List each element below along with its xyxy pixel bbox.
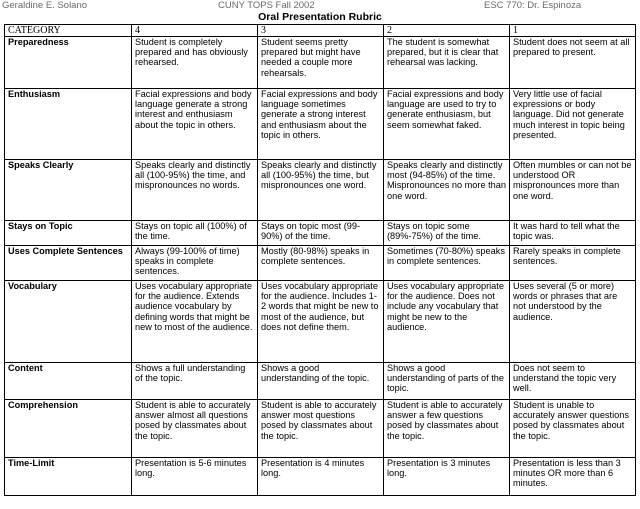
row-category: Stays on Topic <box>5 221 132 246</box>
table-cell: Sometimes (70-80%) speaks in complete sentences. <box>384 246 510 281</box>
table-cell: Presentation is 5-6 minutes long. <box>132 458 258 496</box>
table-cell: Stays on topic all (100%) of the time. <box>132 221 258 246</box>
table-cell: Shows a full understanding of the topic. <box>132 363 258 400</box>
row-category: Uses Complete Sentences <box>5 246 132 281</box>
table-row <box>5 221 636 246</box>
table-row <box>5 363 636 400</box>
class-instructor: ESC 770: Dr. Espinoza <box>484 0 582 11</box>
table-cell: Student is completely prepared and has obviously rehearsed. <box>132 37 258 89</box>
table-cell: Shows a good understanding of parts of the topic. <box>384 363 510 400</box>
column-header-category: CATEGORY <box>5 25 132 37</box>
table-cell: Stays on topic most (99-90%) of the time. <box>258 221 384 246</box>
table-cell: Student is able to accurately answer almost all questions posed by classmates about the topic. <box>132 400 258 458</box>
table-cell: Uses several (5 or more) words or phrases that are not understood by the audience. <box>510 281 636 363</box>
table-cell: Student seems pretty prepared but might have needed a couple more rehearsals. <box>258 37 384 89</box>
table-row <box>5 246 636 281</box>
table-cell: Student is able to accurately answer most questions posed by classmates about the topic. <box>258 400 384 458</box>
row-category: Vocabulary <box>5 281 132 363</box>
row-category: Content <box>5 363 132 400</box>
table-cell: Student is unable to accurately answer questions posed by classmates about the topic. <box>510 400 636 458</box>
table-cell: The student is somewhat prepared, but it is clear that rehearsal was lacking. <box>384 37 510 89</box>
table-cell: Facial expressions and body language are used to try to generate enthusiasm, but seem somewhat faked. <box>384 89 510 160</box>
row-category: Comprehension <box>5 400 132 458</box>
rubric-table <box>4 24 636 496</box>
row-category: Time-Limit <box>5 458 132 496</box>
table-cell: Very little use of facial expressions or body language. Did not generate much interest in topic being presented. <box>510 89 636 160</box>
row-category: Preparedness <box>5 37 132 89</box>
row-category: Speaks Clearly <box>5 160 132 221</box>
table-cell: Stays on topic some (89%-75%) of the time. <box>384 221 510 246</box>
column-header-score-3: 3 <box>258 25 384 37</box>
table-row <box>5 89 636 160</box>
table-cell: Uses vocabulary appropriate for the audience. Includes 1-2 words that might be new to most of the audience, but does not define them. <box>258 281 384 363</box>
table-cell: Uses vocabulary appropriate for the audience. Does not include any vocabulary that might be new to the audience. <box>384 281 510 363</box>
table-cell: Speaks clearly and distinctly most (94-85%) of the time. Mispronounces no more than one word. <box>384 160 510 221</box>
table-row <box>5 458 636 496</box>
table-cell: Student is able to accurately answer a few questions posed by classmates about the topic. <box>384 400 510 458</box>
table-cell: Does not seem to understand the topic very well. <box>510 363 636 400</box>
table-cell: It was hard to tell what the topic was. <box>510 221 636 246</box>
table-cell: Always (99-100% of time) speaks in complete sentences. <box>132 246 258 281</box>
table-cell: Speaks clearly and distinctly all (100-95%) the time, and mispronounces no words. <box>132 160 258 221</box>
table-cell: Speaks clearly and distinctly all (100-95%) the time, but mispronounces one word. <box>258 160 384 221</box>
table-cell: Mostly (80-98%) speaks in complete sentences. <box>258 246 384 281</box>
table-cell: Facial expressions and body language sometimes generate a strong interest and enthusiasm about the topic in others. <box>258 89 384 160</box>
table-cell: Presentation is 3 minutes long. <box>384 458 510 496</box>
table-row <box>5 160 636 221</box>
table-row <box>5 400 636 458</box>
column-header-score-4: 4 <box>132 25 258 37</box>
table-cell: Presentation is less than 3 minutes OR more than 6 minutes. <box>510 458 636 496</box>
author-name: Geraldine E. Solano <box>2 0 88 11</box>
column-header-score-1: 1 <box>510 25 636 37</box>
table-row <box>5 37 636 89</box>
table-cell: Facial expressions and body language generate a strong interest and enthusiasm about the topic in others. <box>132 89 258 160</box>
page-title: Oral Presentation Rubric <box>258 11 382 23</box>
table-cell: Student does not seem at all prepared to present. <box>510 37 636 89</box>
table-cell: Shows a good understanding of the topic. <box>258 363 384 400</box>
row-category: Enthusiasm <box>5 89 132 160</box>
header-row <box>5 25 636 37</box>
course-name: CUNY TOPS Fall 2002 <box>218 0 315 11</box>
table-row <box>5 281 636 363</box>
table-cell: Presentation is 4 minutes long. <box>258 458 384 496</box>
table-cell: Rarely speaks in complete sentences. <box>510 246 636 281</box>
table-cell: Uses vocabulary appropriate for the audience. Extends audience vocabulary by defining words that might be new to most of the audience. <box>132 281 258 363</box>
table-cell: Often mumbles or can not be understood OR mispronounces more than one word. <box>510 160 636 221</box>
column-header-score-2: 2 <box>384 25 510 37</box>
